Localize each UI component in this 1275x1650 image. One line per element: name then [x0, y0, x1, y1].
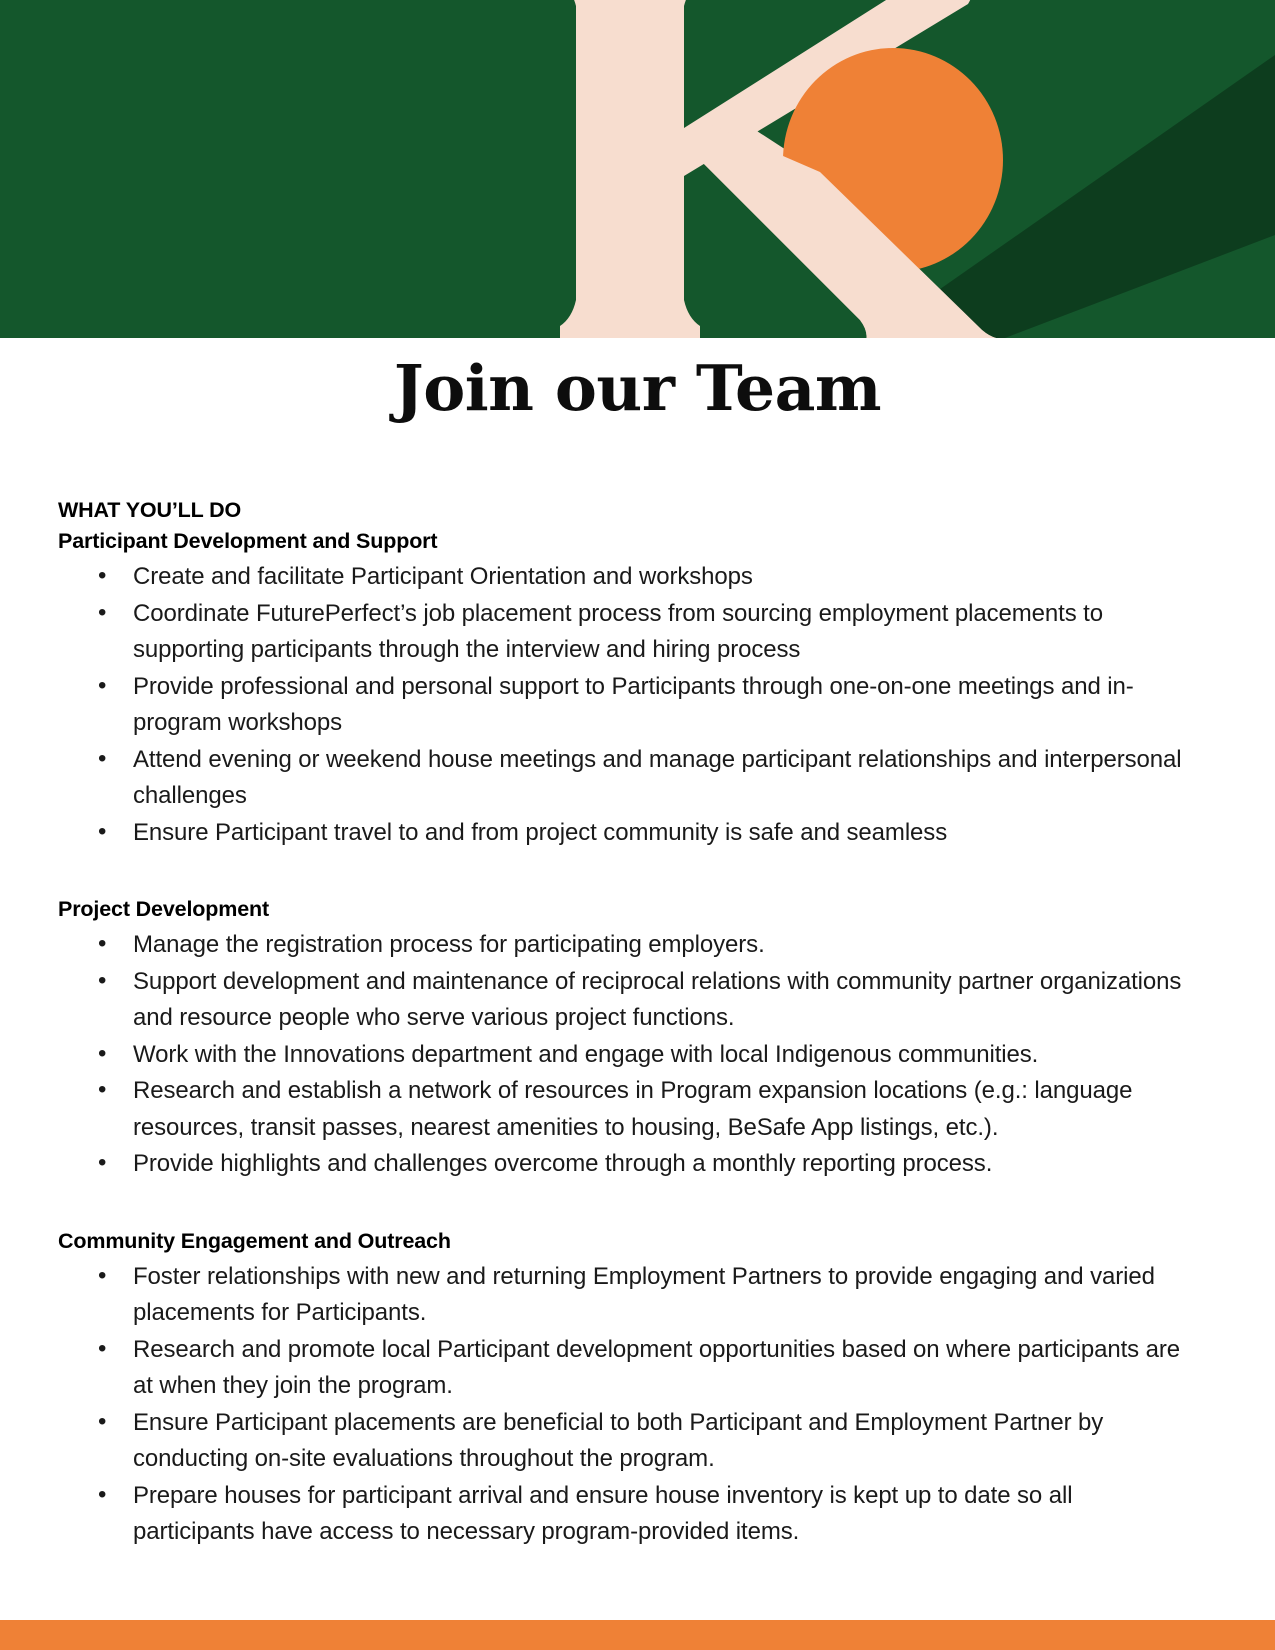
bullet-icon: • — [98, 671, 107, 699]
list-item-text: Research and establish a network of resources in Program expansion locations (e.g.: language resources, transit passes, nearest amenities to housing, BeSafe App listings, etc.). — [133, 1077, 1133, 1141]
job-description-body — [58, 495, 1198, 1550]
bullet-list — [58, 1259, 1198, 1551]
list-item-text: Attend evening or weekend house meetings and manage participant relationships and interpersonal challenges — [133, 745, 1182, 810]
list-item — [58, 1332, 1198, 1405]
bullet-icon: • — [98, 817, 107, 845]
list-item-text: Ensure Participant travel to and from project community is safe and seamless — [133, 818, 948, 846]
list-item — [58, 596, 1198, 669]
bullet-list — [58, 559, 1198, 851]
list-item — [58, 1073, 1198, 1146]
list-item-text: Work with the Innovations department and engage with local Indigenous communities. — [133, 1040, 1039, 1068]
bullet-icon: • — [98, 1261, 107, 1289]
list-item — [58, 964, 1198, 1037]
list-item — [58, 1405, 1198, 1478]
section-heading: Community Engagement and Outreach — [58, 1228, 451, 1253]
section-spacer — [58, 851, 1198, 894]
list-item — [58, 1478, 1198, 1551]
list-item — [58, 927, 1198, 963]
list-item-text: Research and promote local Participant development opportunities based on where participants are at when they join the program. — [133, 1335, 1181, 1400]
section-project-development — [58, 894, 1198, 1182]
bullet-icon: • — [98, 1076, 107, 1104]
bullet-icon: • — [98, 1039, 107, 1067]
bullet-icon: • — [98, 930, 107, 958]
bullet-icon: • — [98, 744, 107, 772]
bullet-list — [58, 927, 1198, 1182]
list-item-text: Provide highlights and challenges overcome through a monthly reporting process. — [133, 1150, 993, 1178]
list-item — [58, 1146, 1198, 1182]
section-participant-development — [58, 526, 1198, 851]
section-community-engagement — [58, 1226, 1198, 1551]
bullet-icon: • — [98, 598, 107, 626]
list-item — [58, 815, 1198, 851]
section-heading: Project Development — [58, 897, 270, 922]
page-title: Join our Team — [393, 351, 882, 425]
header-banner — [0, 0, 1275, 338]
list-item-text: Prepare houses for participant arrival and ensure house inventory is kept up to date so all participants have access to necessary program-provided items. — [133, 1481, 1073, 1545]
list-item — [58, 742, 1198, 815]
footer-accent-bar — [0, 1620, 1275, 1650]
list-item — [58, 669, 1198, 742]
list-item-text: Coordinate FuturePerfect’s job placement process from sourcing employment placements to supporting participants through the interview and hiring process — [133, 599, 1103, 664]
bullet-icon: • — [98, 562, 107, 590]
bullet-icon: • — [98, 1149, 107, 1177]
list-item — [58, 1259, 1198, 1332]
bullet-icon: • — [98, 1480, 107, 1508]
logo-k-stem — [560, 0, 700, 338]
list-item-text: Create and facilitate Participant Orientation and workshops — [133, 563, 753, 591]
list-item-text: Ensure Participant placements are beneficial to both Participant and Employment Partner by conducting on-site evaluations throughout the program. — [133, 1408, 1104, 1473]
list-item-text: Manage the registration process for participating employers. — [133, 931, 765, 959]
list-item-text: Provide professional and personal support to Participants through one-on-one meetings and in-program workshops — [133, 672, 1134, 737]
list-item-text: Foster relationships with new and returning Employment Partners to provide engaging and varied placements for Participants. — [133, 1262, 1155, 1327]
brand-logo-graphic — [0, 0, 1275, 338]
bullet-icon: • — [98, 1334, 107, 1362]
bullet-icon: • — [98, 1407, 107, 1435]
section-spacer — [58, 1183, 1198, 1226]
list-item — [58, 559, 1198, 595]
list-item — [58, 1037, 1198, 1073]
bullet-icon: • — [98, 966, 107, 994]
section-heading: Participant Development and Support — [58, 529, 438, 554]
section-kicker-what-youll-do: WHAT YOU’LL DO — [58, 498, 242, 522]
list-item-text: Support development and maintenance of reciprocal relations with community partner organizations and resource people who serve various project functions. — [133, 967, 1182, 1032]
